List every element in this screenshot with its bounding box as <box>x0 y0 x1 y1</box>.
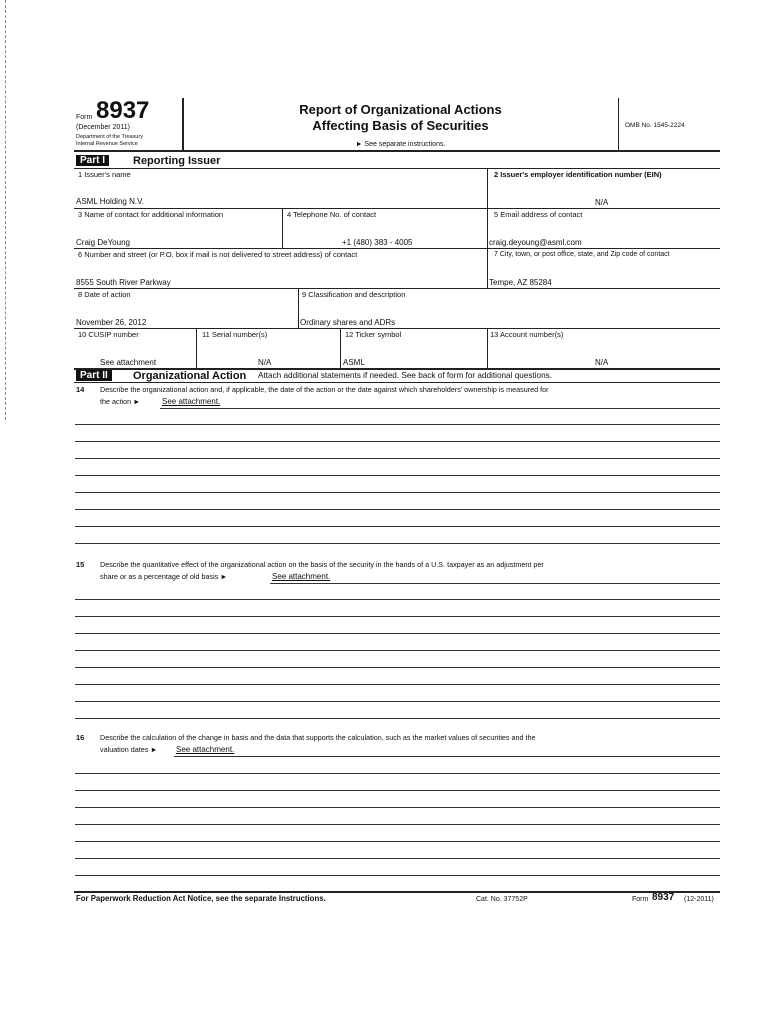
field-6-label: 6 Number and street (or P.O. box if mail is not delivered to street address) of contact <box>78 250 358 259</box>
part-1-title: Reporting Issuer <box>133 155 221 167</box>
footer-form-number: 8937 <box>652 892 675 903</box>
issuer-name-field[interactable]: ASML Holding N.V. <box>76 197 144 206</box>
q14-number: 14 <box>76 385 85 394</box>
contact-phone-field[interactable]: +1 (480) 383 - 4005 <box>342 238 413 247</box>
q16-answer-field[interactable]: See attachment. <box>176 745 235 754</box>
form-title-line1: Report of Organizational Actions <box>299 102 502 117</box>
part-1-title-rule <box>74 168 720 169</box>
classification-field[interactable]: Ordinary shares and ADRs <box>300 318 396 327</box>
row-4-divider <box>298 288 299 328</box>
part-2-title-rule <box>74 382 720 383</box>
field-11-label: 11 Serial number(s) <box>202 330 268 339</box>
q15-text-line2: share or as a percentage of old basis ► <box>100 572 228 581</box>
footer-revision: (12-2011) <box>684 896 714 903</box>
row-1-divider <box>487 168 488 208</box>
field-7-label: 7 City, town, or post office, state, and Zip code of contact <box>494 251 670 258</box>
paperwork-notice: For Paperwork Reduction Act Notice, see the separate Instructions. <box>76 894 326 903</box>
part-2-title: Organizational Action <box>133 370 247 382</box>
field-2-label: 2 Issuer's employer identification number (EIN) <box>494 170 662 179</box>
action-date-field[interactable]: November 26, 2012 <box>76 318 147 327</box>
serial-number-field[interactable]: N/A <box>258 358 272 367</box>
contact-city-field[interactable]: Tempe, AZ 85284 <box>489 278 552 287</box>
part-2-tag: Part II <box>76 370 112 381</box>
form-number: 8937 <box>96 97 150 124</box>
q16-number: 16 <box>76 733 85 742</box>
separate-instructions-note: ► See separate instructions. <box>355 141 446 148</box>
ticker-symbol-field[interactable]: ASML <box>343 358 365 367</box>
contact-email-field[interactable]: craig.deyoung@asml.com <box>489 238 582 247</box>
row-1-rule <box>74 208 720 209</box>
q15-number: 15 <box>76 560 85 569</box>
issuer-ein-field[interactable]: N/A <box>595 198 609 207</box>
field-13-label: 13 Account number(s) <box>490 330 564 339</box>
row-5-divider-c <box>487 328 488 368</box>
field-1-label: 1 Issuer's name <box>78 170 131 179</box>
part-1-tag: Part I <box>76 155 109 166</box>
row-5-divider-b <box>340 328 341 368</box>
cusip-field[interactable]: See attachment <box>100 358 157 367</box>
footer-form-word: Form <box>632 896 649 903</box>
part-2-subtitle: Attach additional statements if needed. See back of form for additional questions. <box>258 371 553 380</box>
field-5-label: 5 Email address of contact <box>494 210 583 219</box>
row-2-divider-b <box>487 208 488 248</box>
q16-text-line1: Describe the calculation of the change in basis and the data that supports the calculation, such as the market values of securities and the <box>100 733 536 742</box>
account-number-field[interactable]: N/A <box>595 358 609 367</box>
omb-number: OMB No. 1545-2224 <box>625 122 685 129</box>
row-3-divider <box>487 248 488 288</box>
field-4-label: 4 Telephone No. of contact <box>287 210 377 219</box>
contact-name-field[interactable]: Craig DeYoung <box>76 238 130 247</box>
field-10-label: 10 CUSIP number <box>78 330 139 339</box>
contact-street-field[interactable]: 8555 South River Parkway <box>76 278 171 287</box>
q14-text-line1: Describe the organizational action and, if applicable, the date of the action or the date against which shareholders' ownership is measured for <box>100 385 549 394</box>
department-line1: Department of the Treasury <box>76 134 143 140</box>
header-divider-right <box>618 98 619 150</box>
form-word: Form <box>76 114 93 121</box>
q14-text-line2: the action ► <box>100 397 141 406</box>
q16-text-line2: valuation dates ► <box>100 745 158 754</box>
row-2-divider-a <box>282 208 283 248</box>
field-8-label: 8 Date of action <box>78 290 131 299</box>
field-3-label: 3 Name of contact for additional information <box>78 210 224 219</box>
q15-text-line1: Describe the quantitative effect of the organizational action on the basis of the security in the hands of a U.S. taxpayer as an adjustment per <box>100 560 544 569</box>
header-rule <box>74 150 720 152</box>
catalog-number: Cat. No. 37752P <box>476 896 528 903</box>
row-5-divider-a <box>196 328 197 368</box>
q15-answer-field[interactable]: See attachment. <box>272 572 331 581</box>
q14-answer-field[interactable]: See attachment. <box>162 397 221 406</box>
field-12-label: 12 Ticker symbol <box>345 330 402 339</box>
form-title-line2: Affecting Basis of Securities <box>312 118 489 133</box>
row-2-rule <box>74 248 720 249</box>
perforation-edge <box>5 0 6 420</box>
row-3-rule <box>74 288 720 289</box>
form-revision: (December 2011) <box>76 124 130 131</box>
row-4-rule <box>74 328 720 329</box>
field-9-label: 9 Classification and description <box>302 290 406 299</box>
footer-rule <box>74 891 720 893</box>
department-line2: Internal Revenue Service <box>76 141 138 147</box>
